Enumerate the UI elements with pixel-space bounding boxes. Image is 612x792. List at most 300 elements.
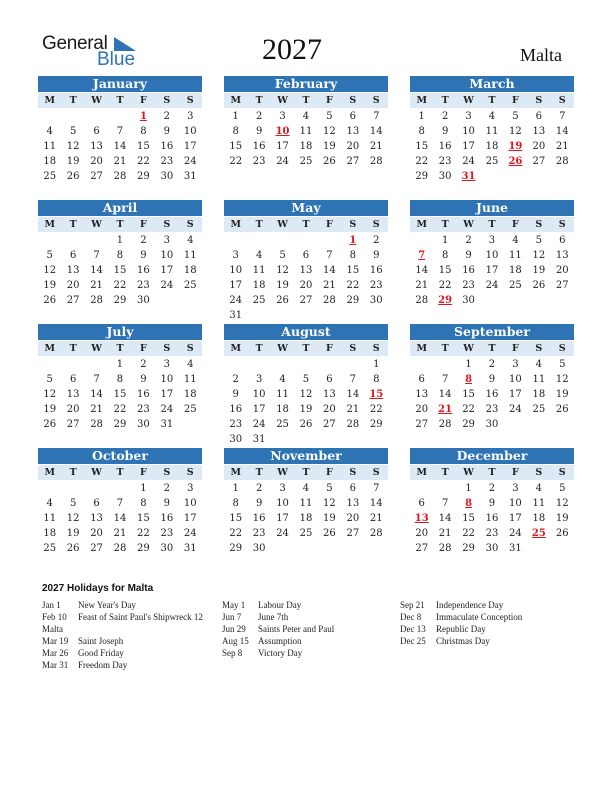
day-cell: 16: [485, 389, 499, 400]
day-cell: 17: [160, 389, 174, 400]
empty-cell: [318, 233, 341, 248]
weekday-label: S: [163, 219, 171, 230]
day-cell: 5: [69, 126, 77, 137]
day-cell: 27: [90, 543, 103, 554]
day-grid: [410, 233, 574, 308]
day-cell: 21: [113, 528, 127, 539]
weekday-label: S: [372, 95, 380, 106]
logo: [42, 33, 142, 73]
holidays-title: 2027 Holidays for Malta: [42, 583, 154, 594]
weekday-label: M: [416, 95, 427, 106]
day-cell: 11: [252, 265, 266, 276]
day-cell: 26: [299, 419, 313, 430]
empty-cell: [224, 357, 247, 372]
day-cell: 2: [163, 483, 171, 494]
day-cell: 5: [512, 111, 519, 122]
day-cell: 24: [160, 404, 174, 415]
day-cell: 6: [93, 126, 100, 137]
day-cell: 3: [488, 235, 496, 246]
day-cell: 19: [43, 280, 57, 291]
day-cell: 9: [140, 374, 147, 385]
day-cell: 8: [418, 126, 425, 137]
day-cell: 2: [255, 483, 263, 494]
day-cell: 1: [232, 483, 239, 494]
holiday-row: [400, 623, 522, 635]
weekday-label: S: [186, 467, 194, 478]
weekday-label: S: [349, 219, 357, 230]
day-cell: 5: [559, 359, 566, 370]
day-cell: 4: [302, 111, 310, 122]
day-cell: 20: [66, 280, 80, 291]
empty-cell: [38, 109, 61, 124]
day-cell: 15: [462, 389, 475, 400]
day-cell: 2: [163, 111, 171, 122]
day-cell: 30: [160, 543, 174, 554]
day-cell: 16: [160, 141, 174, 152]
day-cell: 15: [462, 513, 475, 524]
day-cell: 29: [113, 295, 127, 306]
day-cell: 3: [465, 111, 472, 122]
day-cell: 12: [323, 126, 336, 137]
weekday-label: W: [277, 343, 288, 354]
day-cell: 20: [346, 141, 360, 152]
holiday-day-cell: 8: [465, 498, 473, 509]
weekday-label: T: [441, 219, 449, 230]
day-grid: [38, 233, 202, 308]
day-cell: 8: [441, 250, 449, 261]
holiday-day-cell: 25: [531, 528, 546, 539]
day-cell: 3: [232, 250, 239, 261]
day-grid: [410, 481, 574, 556]
holiday-row: [42, 599, 203, 611]
day-cell: 7: [326, 250, 333, 261]
day-cell: 26: [532, 280, 546, 291]
day-cell: 22: [462, 528, 475, 539]
month-header: December: [410, 448, 574, 464]
holiday-name: June 7th: [258, 612, 289, 622]
day-cell: 8: [373, 374, 380, 385]
weekday-label: T: [255, 95, 263, 106]
weekday-label: W: [91, 343, 102, 354]
month-header: July: [38, 324, 202, 340]
day-cell: 27: [90, 171, 103, 182]
weekday-label: S: [186, 95, 194, 106]
day-cell: 18: [485, 141, 499, 152]
day-cell: 11: [43, 141, 57, 152]
holiday-name: New Year's Day: [78, 600, 136, 610]
day-cell: 26: [43, 295, 57, 306]
day-grid: [224, 109, 388, 169]
weekday-label: S: [558, 95, 566, 106]
day-cell: 3: [163, 235, 171, 246]
day-cell: 25: [183, 280, 197, 291]
day-cell: 30: [137, 419, 150, 430]
day-cell: 14: [346, 389, 360, 400]
day-cell: 2: [488, 483, 496, 494]
month-header: October: [38, 448, 202, 464]
day-cell: 17: [183, 513, 197, 524]
day-cell: 16: [252, 141, 266, 152]
day-cell: 24: [183, 528, 197, 539]
holiday-row: [42, 647, 203, 659]
month-header: March: [410, 76, 574, 92]
day-cell: 24: [462, 156, 475, 167]
empty-cell: [85, 109, 108, 124]
day-cell: 21: [90, 404, 103, 415]
day-cell: 12: [555, 374, 569, 385]
holiday-row: [42, 611, 203, 623]
day-cell: 14: [369, 498, 383, 509]
day-cell: 22: [113, 404, 127, 415]
month-june: [410, 200, 574, 308]
day-cell: 22: [462, 404, 475, 415]
weekday-label: F: [326, 219, 333, 230]
day-cell: 12: [323, 498, 336, 509]
day-cell: 17: [183, 141, 197, 152]
empty-cell: [247, 357, 270, 372]
day-cell: 13: [555, 250, 569, 261]
day-cell: 26: [555, 404, 569, 415]
empty-cell: [410, 233, 433, 248]
day-cell: 27: [323, 419, 336, 430]
day-cell: 4: [488, 111, 496, 122]
day-cell: 31: [509, 543, 522, 554]
day-cell: 25: [509, 280, 522, 291]
day-cell: 30: [485, 543, 499, 554]
day-cell: 26: [323, 156, 336, 167]
month-october: [38, 448, 202, 556]
weekday-label: W: [277, 95, 288, 106]
day-cell: 29: [113, 419, 127, 430]
day-cell: 13: [346, 498, 360, 509]
day-cell: 20: [555, 265, 569, 276]
day-cell: 24: [276, 528, 289, 539]
day-cell: 6: [69, 374, 77, 385]
empty-cell: [271, 233, 294, 248]
day-cell: 11: [532, 374, 546, 385]
weekday-label: M: [44, 343, 55, 354]
day-cell: 25: [299, 528, 313, 539]
weekday-row: [410, 465, 574, 480]
holiday-name: Victory Day: [258, 648, 303, 658]
day-cell: 7: [93, 374, 100, 385]
day-cell: 22: [137, 156, 150, 167]
day-cell: 30: [485, 419, 499, 430]
weekday-row: [38, 465, 202, 480]
day-cell: 29: [415, 171, 429, 182]
day-grid: [38, 357, 202, 432]
day-cell: 3: [279, 483, 286, 494]
day-cell: 17: [276, 513, 289, 524]
holiday-name: Saint Joseph: [78, 636, 124, 646]
day-cell: 3: [512, 483, 519, 494]
day-cell: 22: [438, 280, 452, 291]
weekday-row: [38, 341, 202, 356]
day-cell: 28: [323, 295, 336, 306]
day-cell: 4: [187, 235, 194, 246]
day-cell: 1: [140, 483, 147, 494]
holidays-column: [222, 599, 334, 659]
weekday-label: T: [255, 219, 263, 230]
day-cell: 14: [90, 265, 103, 276]
weekday-label: T: [116, 343, 124, 354]
day-cell: 25: [299, 156, 313, 167]
weekday-label: T: [441, 343, 449, 354]
day-cell: 27: [346, 528, 360, 539]
day-cell: 4: [535, 359, 543, 370]
day-cell: 3: [512, 359, 519, 370]
weekday-row: [224, 465, 388, 480]
empty-cell: [108, 109, 131, 124]
day-cell: 27: [346, 156, 360, 167]
weekday-label: W: [277, 219, 288, 230]
holiday-name: Immaculate Conception: [436, 612, 523, 622]
month-header: September: [410, 324, 574, 340]
day-cell: 11: [183, 250, 197, 261]
logo-general-text: General: [42, 33, 108, 54]
holiday-name: Feast of Saint Paul's Shipwreck 12: [78, 612, 203, 622]
day-cell: 5: [46, 250, 53, 261]
day-cell: 20: [415, 528, 429, 539]
holiday-day-cell: 10: [275, 126, 290, 137]
day-cell: 20: [346, 513, 360, 524]
day-cell: 6: [69, 250, 77, 261]
month-july: [38, 324, 202, 432]
day-cell: 29: [346, 295, 360, 306]
day-grid: [410, 357, 574, 432]
day-cell: 23: [485, 528, 499, 539]
holiday-date: May 1: [222, 600, 246, 610]
weekday-label: M: [416, 467, 427, 478]
day-cell: 30: [160, 171, 174, 182]
weekday-row: [410, 93, 574, 108]
holidays-column: [400, 599, 522, 647]
weekday-label: M: [44, 467, 55, 478]
day-cell: 26: [555, 528, 569, 539]
day-cell: 19: [276, 280, 289, 291]
weekday-label: S: [349, 95, 357, 106]
weekday-label: W: [91, 467, 102, 478]
weekday-label: S: [372, 467, 380, 478]
weekday-label: T: [441, 95, 449, 106]
day-cell: 1: [373, 359, 380, 370]
holiday-date: Mar 31: [42, 660, 69, 670]
day-cell: 9: [255, 498, 263, 509]
day-cell: 7: [559, 111, 566, 122]
month-december: [410, 448, 574, 556]
day-cell: 5: [279, 250, 286, 261]
day-grid: [224, 233, 388, 323]
day-cell: 8: [232, 498, 239, 509]
day-cell: 9: [373, 250, 380, 261]
day-cell: 1: [116, 235, 124, 246]
day-cell: 2: [441, 111, 449, 122]
day-cell: 30: [438, 171, 452, 182]
weekday-label: M: [230, 343, 241, 354]
month-header: January: [38, 76, 202, 92]
day-cell: 29: [369, 419, 383, 430]
holiday-row: [42, 659, 203, 671]
day-cell: 12: [43, 389, 57, 400]
holiday-date: Jun 29: [222, 624, 246, 634]
day-cell: 16: [229, 404, 243, 415]
day-cell: 28: [438, 543, 452, 554]
day-cell: 22: [113, 280, 127, 291]
weekday-label: T: [441, 467, 449, 478]
day-cell: 20: [532, 141, 546, 152]
day-cell: 27: [532, 156, 546, 167]
day-cell: 12: [532, 250, 546, 261]
day-cell: 22: [346, 280, 360, 291]
weekday-label: S: [558, 467, 566, 478]
day-cell: 24: [509, 528, 522, 539]
day-cell: 31: [252, 434, 266, 445]
weekday-label: S: [186, 219, 194, 230]
holiday-name: Independence Day: [436, 600, 504, 610]
day-cell: 10: [183, 498, 197, 509]
weekday-label: T: [255, 343, 263, 354]
day-cell: 23: [160, 528, 174, 539]
weekday-label: F: [140, 343, 147, 354]
day-cell: 18: [276, 404, 289, 415]
weekday-label: S: [163, 343, 171, 354]
holiday-day-cell: 7: [418, 250, 426, 261]
day-grid: [38, 481, 202, 556]
day-cell: 24: [485, 280, 499, 291]
day-cell: 12: [509, 126, 522, 137]
month-header: April: [38, 200, 202, 216]
day-cell: 19: [66, 528, 80, 539]
holiday-name: Good Friday: [78, 648, 124, 658]
holiday-name: Republic Day: [436, 624, 486, 634]
weekday-label: S: [186, 343, 194, 354]
empty-cell: [61, 357, 84, 372]
holiday-day-cell: 19: [508, 141, 523, 152]
day-cell: 1: [232, 111, 239, 122]
day-cell: 6: [349, 111, 357, 122]
weekday-label: M: [44, 219, 55, 230]
day-cell: 29: [462, 419, 475, 430]
day-cell: 19: [555, 513, 569, 524]
day-cell: 28: [90, 295, 103, 306]
day-cell: 23: [252, 156, 266, 167]
day-cell: 8: [232, 126, 239, 137]
month-header: November: [224, 448, 388, 464]
day-cell: 13: [346, 126, 360, 137]
weekday-label: F: [140, 219, 147, 230]
day-cell: 27: [415, 419, 429, 430]
empty-cell: [61, 233, 84, 248]
month-header: August: [224, 324, 388, 340]
day-cell: 23: [137, 280, 150, 291]
weekday-label: T: [302, 219, 310, 230]
day-cell: 17: [229, 280, 243, 291]
weekday-label: S: [558, 343, 566, 354]
day-cell: 28: [90, 419, 103, 430]
day-cell: 20: [323, 404, 336, 415]
weekday-label: W: [463, 219, 474, 230]
day-cell: 9: [140, 250, 147, 261]
holiday-day-cell: 29: [438, 295, 453, 306]
day-cell: 28: [415, 295, 429, 306]
day-cell: 11: [509, 250, 522, 261]
day-cell: 14: [90, 389, 103, 400]
day-cell: 15: [113, 265, 127, 276]
day-cell: 17: [509, 513, 522, 524]
month-february: [224, 76, 388, 169]
day-cell: 24: [229, 295, 243, 306]
day-cell: 24: [160, 280, 174, 291]
day-cell: 17: [509, 389, 522, 400]
weekday-label: M: [44, 95, 55, 106]
empty-cell: [224, 233, 247, 248]
day-cell: 28: [369, 528, 383, 539]
weekday-label: T: [69, 95, 77, 106]
holiday-name: Labour Day: [258, 600, 302, 610]
day-cell: 11: [485, 126, 499, 137]
day-cell: 4: [535, 483, 543, 494]
day-cell: 9: [255, 126, 263, 137]
day-cell: 21: [90, 280, 103, 291]
day-cell: 16: [462, 265, 475, 276]
day-cell: 9: [441, 126, 449, 137]
day-cell: 3: [255, 374, 263, 385]
day-cell: 25: [43, 543, 57, 554]
day-cell: 3: [163, 359, 171, 370]
day-cell: 13: [323, 389, 336, 400]
day-cell: 10: [276, 498, 289, 509]
empty-cell: [108, 481, 131, 496]
day-cell: 15: [137, 513, 150, 524]
day-cell: 31: [183, 171, 197, 182]
day-cell: 23: [229, 419, 243, 430]
day-cell: 7: [349, 374, 357, 385]
empty-cell: [294, 357, 317, 372]
day-cell: 16: [137, 389, 150, 400]
holiday-date: Jan 1: [42, 600, 61, 610]
logo-blue-text: Blue: [97, 49, 136, 70]
day-cell: 15: [229, 513, 243, 524]
day-cell: 14: [438, 513, 452, 524]
day-cell: 11: [183, 374, 197, 385]
day-grid: [224, 357, 388, 447]
day-cell: 6: [349, 483, 357, 494]
day-cell: 19: [43, 404, 57, 415]
day-cell: 11: [299, 126, 313, 137]
day-cell: 15: [415, 141, 429, 152]
weekday-label: S: [558, 219, 566, 230]
day-cell: 7: [116, 498, 124, 509]
month-header: February: [224, 76, 388, 92]
day-cell: 26: [66, 171, 80, 182]
month-january: [38, 76, 202, 184]
day-cell: 20: [66, 404, 80, 415]
day-cell: 2: [373, 235, 380, 246]
weekday-label: S: [349, 343, 357, 354]
empty-cell: [85, 357, 108, 372]
empty-cell: [433, 357, 456, 372]
empty-cell: [410, 357, 433, 372]
day-cell: 21: [323, 280, 336, 291]
day-cell: 18: [532, 389, 546, 400]
holiday-row: [222, 623, 334, 635]
day-cell: 17: [276, 141, 289, 152]
day-cell: 5: [326, 483, 333, 494]
day-cell: 16: [160, 513, 174, 524]
weekday-label: T: [302, 343, 310, 354]
holiday-day-cell: 1: [349, 235, 357, 246]
day-cell: 19: [66, 156, 80, 167]
